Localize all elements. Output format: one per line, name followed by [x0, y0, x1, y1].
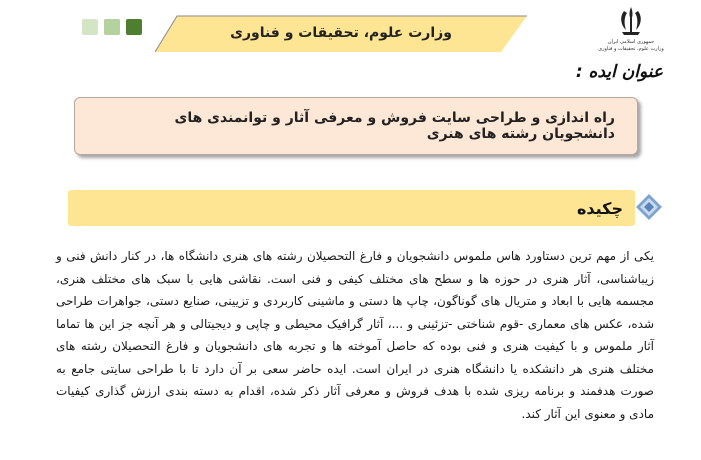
- abstract-heading-bar: [68, 190, 635, 226]
- emblem-caption-line-2: وزارت علوم، تحقیقات و فناوری: [598, 46, 664, 52]
- ministry-title: وزارت علوم، تحقیقات و فناوری: [230, 25, 452, 41]
- abstract-body: [56, 245, 654, 425]
- abstract-heading: چکیده: [576, 198, 623, 218]
- decorative-squares: [82, 19, 142, 35]
- square-light: [82, 19, 98, 35]
- idea-label: عنوان ایده :: [575, 62, 663, 82]
- idea-title: راه اندازی و طراحی سایت فروش و معرفی آثار و توانمندی های دانشجویان رشته های هنری: [174, 110, 615, 142]
- iran-emblem-icon: [614, 4, 648, 38]
- abstract-paragraph: یکی از مهم ترین دستاورد هاس ملموس دانشجویان و فارغ التحصیلان رشته های هنری دانشگاه ها، در کنار دانش فنی و زیباشناسی، آثار هنری در حوزه ها و سطح های مختلف کیفی و فنی است. نقاشی هایی با سبک های مختلف هنری، مجسمه هایی با ابعاد و متریال های گوناگون، چاپ ها دستی و ماشینی کاربردی و تزیینی، صنایع دستی، جواهرات طراحی شده، عکس های معماری -قوم شناختی -تزئینی و ...، آثار گرافیک محیطی و چاپی و دیجیتالی و هر آنچه جز این ها تماما آثار ملموس و با کیفیت هنری و فنی بوده که حاصل آموخته ها و تجربه های دانشجویان و فارغ التحصیلان رشته های مختلف هنری هر دانشکده یا دانشگاه هنری در ایران است. ایده حاضر سعی بر آن دارد تا با طراحی سایتی جامع به صورت هدفمند و برنامه ریزی شده با هدف فروش و معرفی آثار ذکر شده، اقدام به دسته بندی ارزش گذاری کیفیات مادی و معنوی این آثار کند.: [56, 249, 654, 421]
- emblem-caption-line-1: جمهوری اسلامی ایران: [607, 39, 655, 45]
- ministry-banner: [155, 14, 527, 52]
- square-dark: [126, 19, 142, 35]
- square-medium: [104, 19, 120, 35]
- emblem-logo: [598, 4, 664, 56]
- diamond-bullet-icon: [635, 193, 663, 221]
- idea-title-box: [74, 97, 638, 155]
